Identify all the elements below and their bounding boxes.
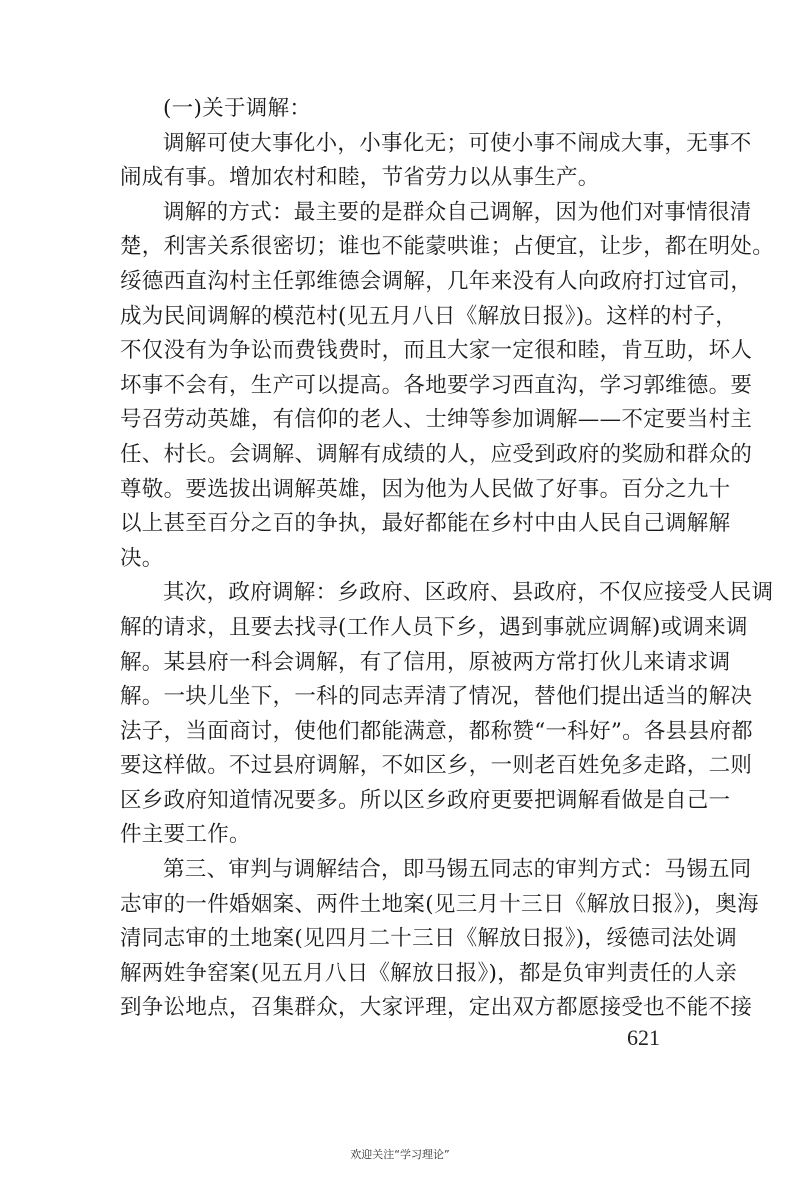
text-line: 区乡政府知道情况要多。所以区乡政府更要把调解看做是自己一	[120, 787, 731, 813]
text-line: 到争讼地点，召集群众，大家评理，定出双方都愿接受也不能不接	[120, 995, 753, 1021]
text-line: 以上甚至百分之百的争执，最好都能在乡村中由人民自己调解解	[120, 511, 731, 537]
text-line: 调解可使大事化小，小事化无；可使小事不闹成大事，无事不	[163, 130, 752, 156]
text-line: 尊敬。要选拔出调解英雄，因为他为人民做了好事。百分之九十	[120, 476, 731, 502]
text-line: 解两姓争窑案(见五月八日《解放日报》)，都是负审判责任的人亲	[120, 960, 738, 986]
text-line: 解。某县府一科会调解，有了信用，原被两方常打伙儿来请求调	[120, 649, 731, 675]
text-line: 第三、审判与调解结合，即马锡五同志的审判方式：马锡五同	[163, 857, 752, 883]
text-line: 调解的方式：最主要的是群众自己调解，因为他们对事情很清	[163, 199, 752, 225]
footer-watermark: 欢迎关注“学习理论”	[350, 1148, 450, 1161]
text-line: 志审的一件婚姻案、两件土地案(见三月十三日《解放日报》)，奥海	[120, 891, 759, 917]
text-line: 清同志审的土地案(见四月二十三日《解放日报》)，绥德司法处调	[120, 926, 738, 952]
text-line: (一)关于调解：	[163, 96, 312, 121]
text-line: 成为民间调解的模范村(见五月八日《解放日报》)。这样的村子，	[120, 303, 738, 329]
text-line: 号召劳动英雄，有信仰的老人、士绅等参加调解——不定要当村主	[120, 407, 753, 433]
page-number: 621	[627, 1025, 660, 1050]
text-line: 要这样做。不过县府调解，不如区乡，一则老百姓免多走路，二则	[120, 753, 753, 779]
text-line: 解。一块儿坐下，一科的同志弄清了情况，替他们提出适当的解决	[120, 684, 753, 710]
text-line: 闹成有事。增加农村和睦，节省劳力以从事生产。	[120, 165, 600, 191]
text-line: 其次，政府调解：乡政府、区政府、县政府，不仅应接受人民调	[163, 580, 774, 606]
text-line: 绥德西直沟村主任郭维德会调解，几年来没有人向政府打过官司，	[120, 268, 753, 294]
text-line: 楚，利害关系很密切；谁也不能蒙哄谁；占便宜，让步，都在明处。	[120, 234, 775, 260]
text-line: 决。	[120, 545, 164, 571]
text-line: 不仅没有为争讼而费钱费时，而且大家一定很和睦，肯互助，坏人	[120, 338, 753, 364]
text-line: 解的请求，且要去找寻(工作人员下乡，遇到事就应调解)或调来调	[120, 614, 748, 640]
page-body	[120, 92, 775, 1026]
text-line: 任、村长。会调解、调解有成绩的人，应受到政府的奖励和群众的	[120, 441, 753, 467]
text-line: 件主要工作。	[120, 822, 251, 848]
text-line: 法子，当面商讨，使他们都能满意，都称赞“一科好”。各县县府都	[120, 718, 753, 744]
text-line: 坏事不会有，生产可以提高。各地要学习西直沟，学习郭维德。要	[120, 372, 753, 398]
